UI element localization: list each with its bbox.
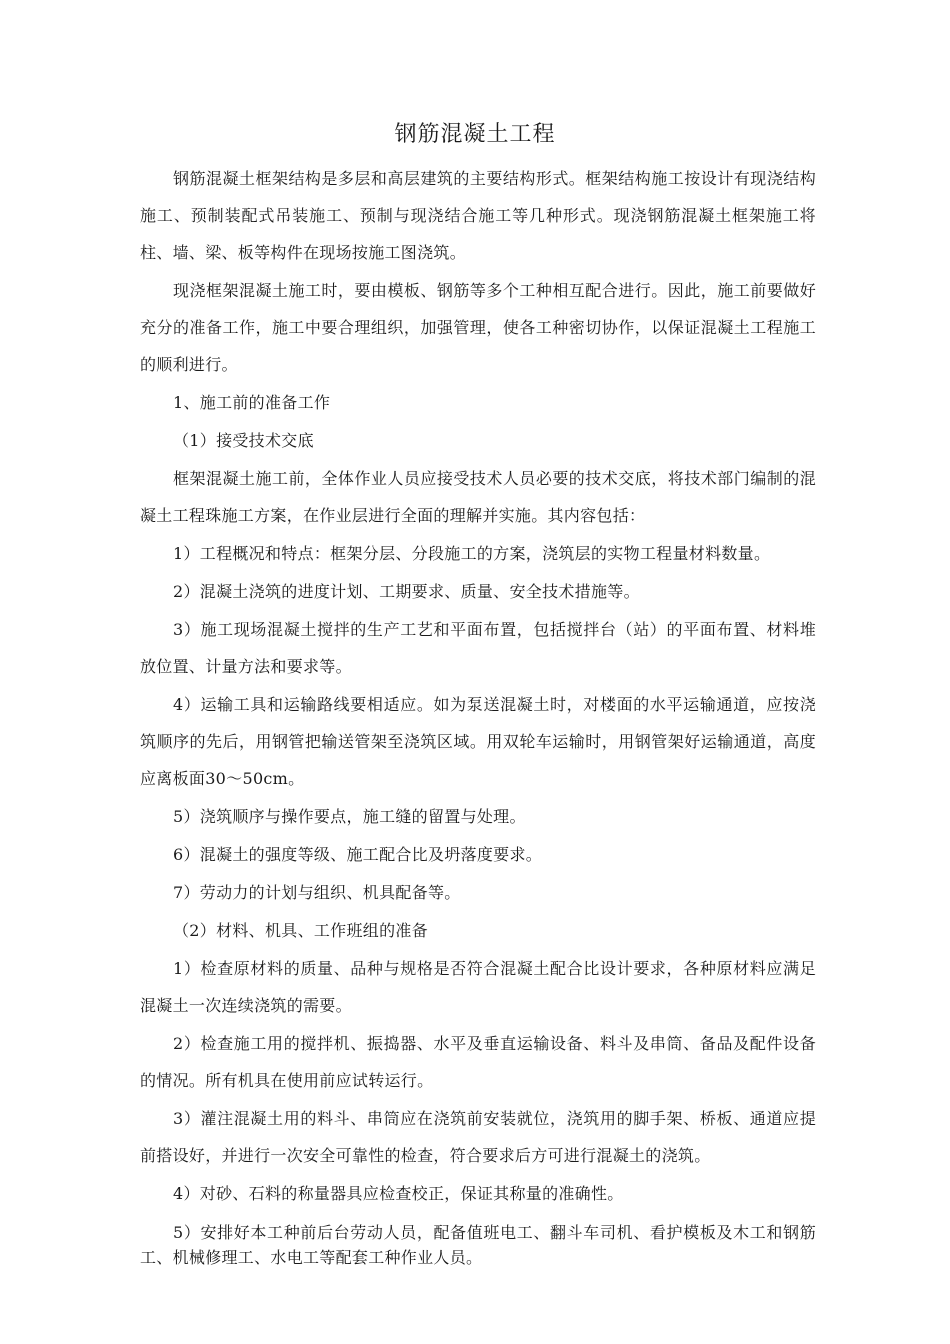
paragraph-intro: 钢筋混凝土框架结构是多层和高层建筑的主要结构形式。框架结构施工按设计有现浇结构施工、预制装配式吊装施工、预制与现浇结合施工等几种形式。现浇钢筋混凝土框架施工将柱、墙、梁、板等构件在现场按施工图浇筑。 (140, 169, 816, 262)
list-item: 3）施工现场混凝土搅拌的生产工艺和平面布置，包括搅拌台（站）的平面布置、材料堆放位置、计量方法和要求等。 (140, 620, 816, 676)
list-item: 3）灌注混凝土用的料斗、串筒应在浇筑前安装就位，浇筑用的脚手架、桥板、通道应提前搭设好，并进行一次安全可靠性的检查，符合要求后方可进行混凝土的浇筑。 (140, 1109, 816, 1165)
list-item: 2）混凝土浇筑的进度计划、工期要求、质量、安全技术措施等。 (173, 582, 640, 601)
paragraph-technical-briefing: 框架混凝土施工前，全体作业人员应接受技术人员必要的技术交底，将技术部门编制的混凝土工程珠施工方案，在作业层进行全面的理解并实施。其内容包括： (140, 469, 816, 525)
document-title: 钢筋混凝土工程 (394, 122, 556, 147)
list-item: 6）混凝土的强度等级、施工配合比及坍落度要求。 (173, 845, 543, 864)
list-item: 7）劳动力的计划与组织、机具配备等。 (173, 883, 461, 902)
subsection-heading: （2）材料、机具、工作班组的准备 (173, 921, 428, 940)
list-item: 2）检查施工用的搅拌机、振捣器、水平及垂直运输设备、料斗及串筒、备品及配件设备的情况。所有机具在使用前应试转运行。 (140, 1034, 816, 1090)
section-heading: 1、施工前的准备工作 (173, 393, 331, 412)
document-body (140, 160, 816, 1271)
list-item: 5）浇筑顺序与操作要点，施工缝的留置与处理。 (173, 807, 526, 826)
paragraph-preparation: 现浇框架混凝土施工时，要由模板、钢筋等多个工种相互配合进行。因此，施工前要做好充分的准备工作，施工中要合理组织，加强管理，使各工种密切协作，以保证混凝土工程施工的顺利进行。 (140, 281, 816, 374)
subsection-heading: （1）接受技术交底 (173, 431, 314, 450)
list-item: 1）检查原材料的质量、品种与规格是否符合混凝土配合比设计要求，各种原材料应满足混凝土一次连续浇筑的需要。 (140, 959, 816, 1015)
list-item: 4）运输工具和运输路线要相适应。如为泵送混凝土时，对楼面的水平运输通道，应按浇筑顺序的先后，用钢管把输送管架至浇筑区域。用双轮车运输时，用钢管架好运输通道，高度应离板面30～50cm。 (140, 695, 816, 788)
list-item: 5）安排好本工种前后台劳动人员，配备值班电工、翻斗车司机、看护模板及木工和钢筋工、机械修理工、水电工等配套工种作业人员。 (140, 1223, 816, 1267)
list-item: 1）工程概况和特点：框架分层、分段施工的方案，浇筑层的实物工程量材料数量。 (173, 544, 771, 563)
list-item: 4）对砂、石料的称量器具应检查校正，保证其称量的准确性。 (173, 1184, 624, 1203)
